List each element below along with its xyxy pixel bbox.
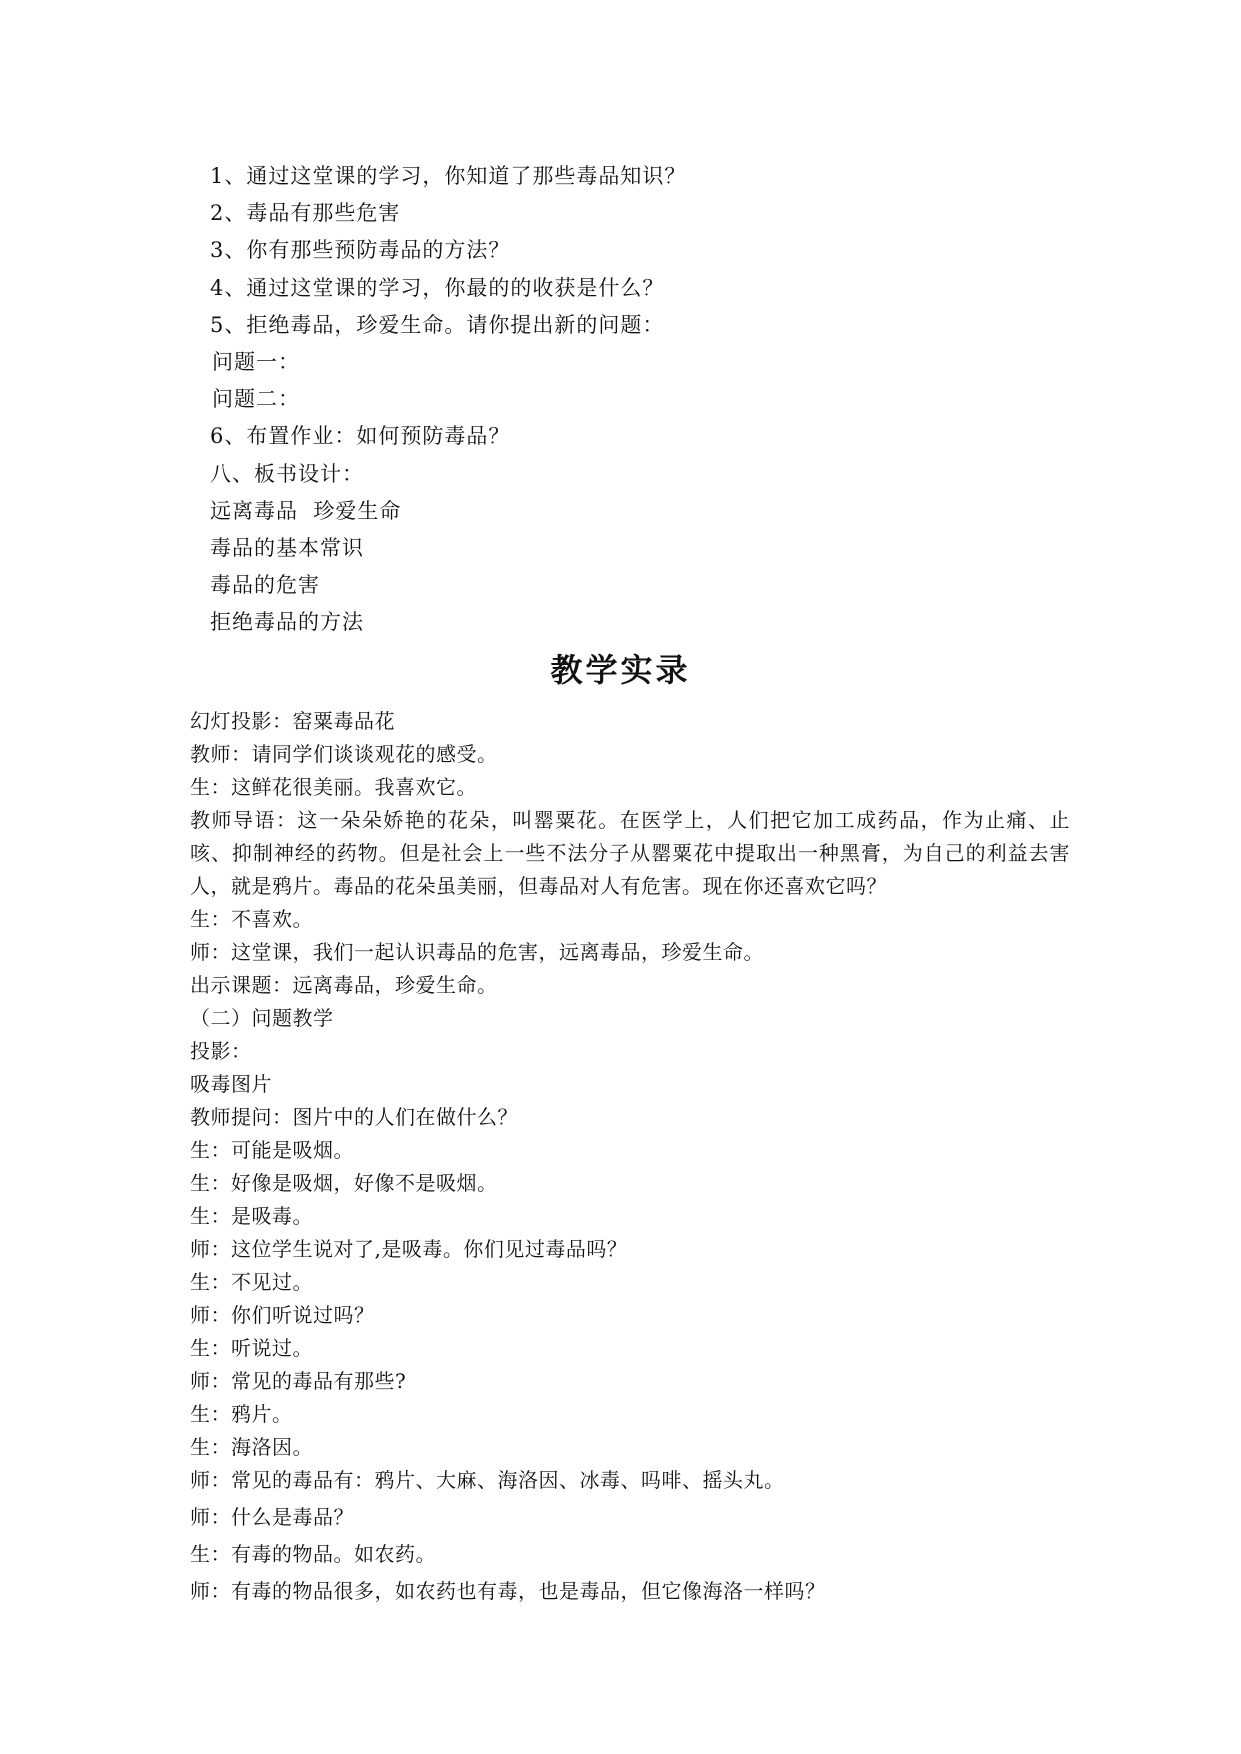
- record-line: 出示课题：远离毒品，珍爱生命。: [190, 973, 498, 997]
- record-line: 生：好像是吸烟，好像不是吸烟。: [190, 1171, 498, 1195]
- review-item-5: 5、拒绝毒品，珍爱生命。请你提出新的问题：: [210, 312, 665, 337]
- record-line: 师：这位学生说对了,是吸毒。你们见过毒品吗？: [190, 1237, 628, 1261]
- board-design-title: 远离毒品 珍爱生命: [210, 498, 402, 523]
- board-design-point-3: 拒绝毒品的方法: [210, 610, 364, 635]
- record-line: 生：不喜欢。: [190, 907, 313, 931]
- record-line: 投影：: [190, 1039, 252, 1063]
- record-line: 生：这鲜花很美丽。我喜欢它。: [190, 775, 477, 799]
- record-line: 吸毒图片: [190, 1072, 272, 1096]
- record-line: 幻灯投影：窑粟毒品花: [190, 709, 395, 733]
- board-design-point-1: 毒品的基本常识: [210, 535, 364, 560]
- record-line: 师：你们听说过吗？: [190, 1303, 375, 1327]
- section-title: 教学实录: [550, 651, 691, 689]
- review-item-1: 1、通过这堂课的学习，你知道了那些毒品知识？: [210, 164, 687, 188]
- review-item-6: 6、布置作业：如何预防毒品？: [210, 424, 511, 449]
- record-line: 师：这堂课，我们一起认识毒品的危害，远离毒品，珍爱生命。: [190, 940, 764, 964]
- review-item-4: 4、通过这堂课的学习，你最的的收获是什么？: [210, 275, 665, 300]
- record-line: 教师：请同学们谈谈观花的感受。: [190, 742, 498, 766]
- record-line: 生：听说过。: [190, 1336, 313, 1360]
- record-line: 生：鸦片。: [190, 1402, 293, 1426]
- teaching-record: [190, 705, 1070, 1608]
- lesson-review-list: [210, 158, 1110, 641]
- question-two: 问题二：: [212, 387, 300, 412]
- record-line: 师：常见的毒品有那些?: [190, 1369, 407, 1393]
- question-one: 问题一：: [212, 349, 300, 374]
- board-design-heading: 八、板书设计：: [210, 461, 364, 486]
- record-line: 生：不见过。: [190, 1270, 313, 1294]
- record-line: 生：海洛因。: [190, 1435, 313, 1459]
- record-line: 生：有毒的物品。如农药。: [190, 1542, 436, 1566]
- record-line: 师：有毒的物品很多，如农药也有毒，也是毒品，但它像海洛一样吗？: [190, 1579, 826, 1603]
- record-line: 生：可能是吸烟。: [190, 1138, 354, 1162]
- record-paragraph: 教师导语：这一朵朵娇艳的花朵，叫罂粟花。在医学上，人们把它加工成药品，作为止痛、止咳、抑制神经的药物。但是社会上一些不法分子从罂粟花中提取出一种黑膏，为自己的利益去害人，就是鸦片。毒品的花朵虽美丽，但毒品对人有危害。现在你还喜欢它吗？: [190, 808, 1070, 898]
- record-line: 师：常见的毒品有：鸦片、大麻、海洛因、冰毒、吗啡、摇头丸。: [190, 1468, 785, 1492]
- record-line: 教师提问：图片中的人们在做什么？: [190, 1105, 518, 1129]
- review-item-3: 3、你有那些预防毒品的方法？: [210, 238, 511, 263]
- record-line: （二）问题教学: [190, 1006, 334, 1030]
- review-item-2: 2、毒品有那些危害: [210, 201, 401, 226]
- board-design-point-2: 毒品的危害: [210, 573, 320, 598]
- record-line: 生：是吸毒。: [190, 1204, 313, 1228]
- record-line: 师：什么是毒品？: [190, 1505, 354, 1529]
